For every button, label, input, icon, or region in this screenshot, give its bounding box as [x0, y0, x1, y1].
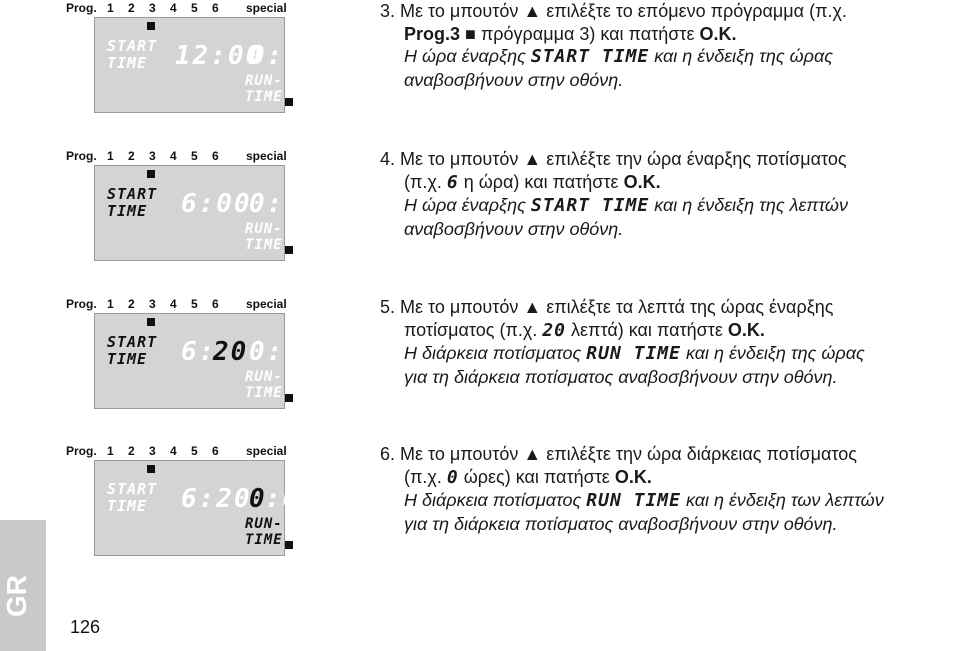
program-selector-row: Prog. 1 2 3 4 5 6 special — [66, 444, 287, 458]
program-selector-row: Prog. 1 2 3 4 5 6 special — [66, 297, 287, 311]
lcd-illustration — [66, 296, 320, 428]
run-time-label: RUN-TIME — [245, 516, 283, 548]
language-tab — [0, 520, 46, 651]
step-text: 3. Με το μπουτόν ▲ επιλέξτε το επόμενο πρόγραμμα (π.χ. Prog.3 ■ πρόγραμμα 3) και πατήστε O.K. Η ώρα έναρξης START TIME και η ένδειξη της ώρας αναβοσβήνουν στην οθόνη. — [380, 1, 847, 90]
indicator-square-icon — [285, 246, 293, 254]
program-marker-icon — [147, 465, 155, 473]
time-label: TIME — [107, 497, 148, 515]
lcd-screen — [94, 460, 318, 556]
run-time-label: RUN-TIME — [245, 73, 283, 105]
start-label: START — [107, 185, 158, 203]
program-selector-row: Prog. 1 2 3 4 5 6 special — [66, 1, 287, 15]
program-marker-icon — [147, 170, 155, 178]
step-text: 6. Με το μπουτόν ▲ επιλέξτε την ώρα διάρκειας ποτίσματος (π.χ. 0 ώρες) και πατήστε O.K. Η διάρκεια ποτίσματος RUN TIME και η ένδειξη των λεπτών για τη διάρκεια ποτίσματος αναβοσβήνουν στην οθόνη. — [380, 444, 884, 534]
run-time-display: 0:00 — [249, 41, 320, 71]
lcd-illustration — [66, 443, 318, 575]
start-time-display: 12:00 — [175, 41, 264, 71]
indicator-square-icon — [285, 98, 293, 106]
language-tab-label: GR — [1, 575, 32, 617]
program-marker-icon — [147, 22, 155, 30]
lcd-illustration — [66, 148, 320, 280]
run-time-label: RUN-TIME — [245, 369, 283, 401]
indicator-square-icon — [285, 541, 293, 549]
run-time-hours-display: 0 — [249, 484, 267, 514]
run-time-display: 0:00 — [249, 189, 320, 219]
step-3 — [0, 0, 960, 140]
run-time-display: 0:00 — [249, 337, 320, 367]
time-label: TIME — [107, 202, 148, 220]
start-time-hours-display: 6: — [181, 337, 217, 367]
start-time-minutes-display: 20 — [213, 337, 249, 367]
indicator-square-icon — [285, 394, 293, 402]
start-label: START — [107, 37, 158, 55]
program-selector-row: Prog. 1 2 3 4 5 6 special — [66, 149, 287, 163]
lcd-screen — [94, 313, 320, 409]
start-time-display: 6:00 — [181, 189, 252, 219]
run-time-label: RUN-TIME — [245, 221, 283, 253]
step-6 — [0, 443, 960, 583]
lcd-screen — [94, 165, 320, 261]
step-5 — [0, 296, 960, 436]
run-time-minutes-display: :00 — [265, 484, 318, 514]
lcd-screen — [94, 17, 320, 113]
step-text: 4. Με το μπουτόν ▲ επιλέξτε την ώρα έναρξης ποτίσματος (π.χ. 6 η ώρα) και πατήστε O.K. Η ώρα έναρξης START TIME και η ένδειξη της λεπτών αναβοσβήνουν στην οθόνη. — [380, 149, 848, 239]
program-marker-icon — [147, 318, 155, 326]
time-label: TIME — [107, 350, 148, 368]
start-label: START — [107, 333, 158, 351]
lcd-illustration — [66, 0, 320, 132]
page-number: 126 — [70, 617, 101, 637]
step-text: 5. Με το μπουτόν ▲ επιλέξτε τα λεπτά της ώρας έναρξης ποτίσματος (π.χ. 20 λεπτά) και πατήστε O.K. Η διάρκεια ποτίσματος RUN TIME και η ένδειξη της ώρας για τη διάρκεια ποτίσματος αναβοσβήνουν στην οθόνη. — [380, 297, 865, 387]
step-4 — [0, 148, 960, 288]
start-label: START — [107, 480, 158, 498]
start-time-display: 6:20 — [181, 484, 252, 514]
time-label: TIME — [107, 54, 148, 72]
